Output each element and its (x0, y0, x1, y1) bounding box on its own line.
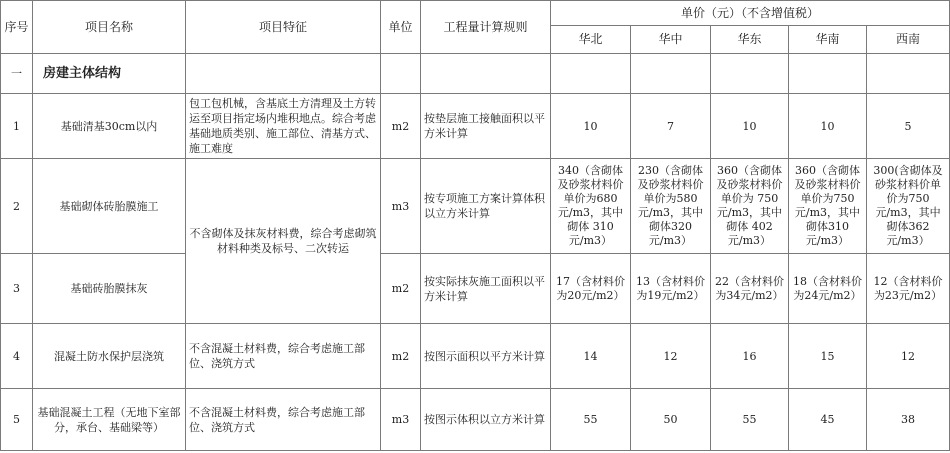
price-central: 13（含材料价为19元/m2） (631, 254, 711, 324)
price-east: 22（含材料价为34元/m2） (711, 254, 789, 324)
row-unit: m2 (381, 94, 421, 159)
header-region-south: 华南 (789, 26, 867, 54)
price-south: 10 (789, 94, 867, 159)
header-region-central: 华中 (631, 26, 711, 54)
table-row (1, 159, 950, 254)
empty-cell (711, 54, 789, 94)
row-name: 基础砖胎膜抹灰 (33, 254, 186, 324)
table-row (1, 324, 950, 389)
row-unit: m3 (381, 389, 421, 451)
price-south: 45 (789, 389, 867, 451)
price-south: 15 (789, 324, 867, 389)
section-seq: 一 (1, 54, 33, 94)
price-southwest: 12 (867, 324, 950, 389)
header-seq: 序号 (1, 1, 33, 54)
price-north: 17（含材料价为20元/m2） (551, 254, 631, 324)
empty-cell (867, 54, 950, 94)
row-rule: 按实际抹灰施工面积以平方米计算 (421, 254, 551, 324)
table-row (1, 389, 950, 451)
row-unit: m2 (381, 324, 421, 389)
price-north: 55 (551, 389, 631, 451)
price-east: 16 (711, 324, 789, 389)
row-unit: m2 (381, 254, 421, 324)
empty-cell (551, 54, 631, 94)
header-region-east: 华东 (711, 26, 789, 54)
header-row (1, 1, 950, 26)
price-central: 230（含砌体及砂浆材料价单价为580元/m3，其中砌体320元/m3） (631, 159, 711, 254)
row-feature: 不含混凝土材料费，综合考虑施工部位、浇筑方式 (186, 389, 381, 451)
header-region-southwest: 西南 (867, 26, 950, 54)
price-central: 50 (631, 389, 711, 451)
price-southwest: 5 (867, 94, 950, 159)
empty-cell (381, 54, 421, 94)
row-seq: 2 (1, 159, 33, 254)
row-name: 基础清基30cm以内 (33, 94, 186, 159)
row-rule: 按垫层施工接触面积以平方米计算 (421, 94, 551, 159)
price-central: 12 (631, 324, 711, 389)
header-rule: 工程量计算规则 (421, 1, 551, 54)
table-row (1, 94, 950, 159)
header-feature: 项目特征 (186, 1, 381, 54)
price-east: 55 (711, 389, 789, 451)
price-north: 10 (551, 94, 631, 159)
row-rule: 按专项施工方案计算体积以立方米计算 (421, 159, 551, 254)
price-southwest: 38 (867, 389, 950, 451)
header-region-north: 华北 (551, 26, 631, 54)
price-central: 7 (631, 94, 711, 159)
empty-cell (421, 54, 551, 94)
row-seq: 1 (1, 94, 33, 159)
row-feature: 不含混凝土材料费，综合考虑施工部位、浇筑方式 (186, 324, 381, 389)
price-south: 18（含材料价为24元/m2） (789, 254, 867, 324)
row-name: 基础砌体砖胎膜施工 (33, 159, 186, 254)
row-name: 基础混凝土工程（无地下室部分，承台、基础梁等） (33, 389, 186, 451)
section-name: 房建主体结构 (33, 54, 186, 94)
price-east: 10 (711, 94, 789, 159)
empty-cell (631, 54, 711, 94)
row-feature-merged: 不含砌体及抹灰材料费，综合考虑砌筑材料种类及标号、二次转运 (186, 159, 381, 324)
row-seq: 4 (1, 324, 33, 389)
empty-cell (186, 54, 381, 94)
section-row (1, 54, 950, 94)
row-rule: 按图示面积以平方米计算 (421, 324, 551, 389)
price-north: 340（含砌体及砂浆材料价单价为680元/m3，其中砌体 310元/m3） (551, 159, 631, 254)
table-row (1, 254, 950, 324)
row-rule: 按图示体积以立方米计算 (421, 389, 551, 451)
row-name: 混凝土防水保护层浇筑 (33, 324, 186, 389)
price-south: 360（含砌体及砂浆材料价单价为750元/m3，其中砌体310元/m3） (789, 159, 867, 254)
price-east: 360（含砌体及砂浆材料价单价为 750元/m3，其中砌体 402元/m3） (711, 159, 789, 254)
row-seq: 5 (1, 389, 33, 451)
price-southwest: 12（含材料价为23元/m2） (867, 254, 950, 324)
empty-cell (789, 54, 867, 94)
header-unit: 单位 (381, 1, 421, 54)
row-unit: m3 (381, 159, 421, 254)
price-southwest: 300(含砌体及砂浆材料价单价为750元/m3，其中砌体362元/m3） (867, 159, 950, 254)
header-price-group: 单价（元）（不含增值税） (551, 1, 950, 26)
row-feature: 包工包机械，含基底土方清理及土方转运至项目指定场内堆积地点。综合考虑基础地质类别、施工部位、清基方式、施工难度 (186, 94, 381, 159)
header-name: 项目名称 (33, 1, 186, 54)
price-north: 14 (551, 324, 631, 389)
row-seq: 3 (1, 254, 33, 324)
